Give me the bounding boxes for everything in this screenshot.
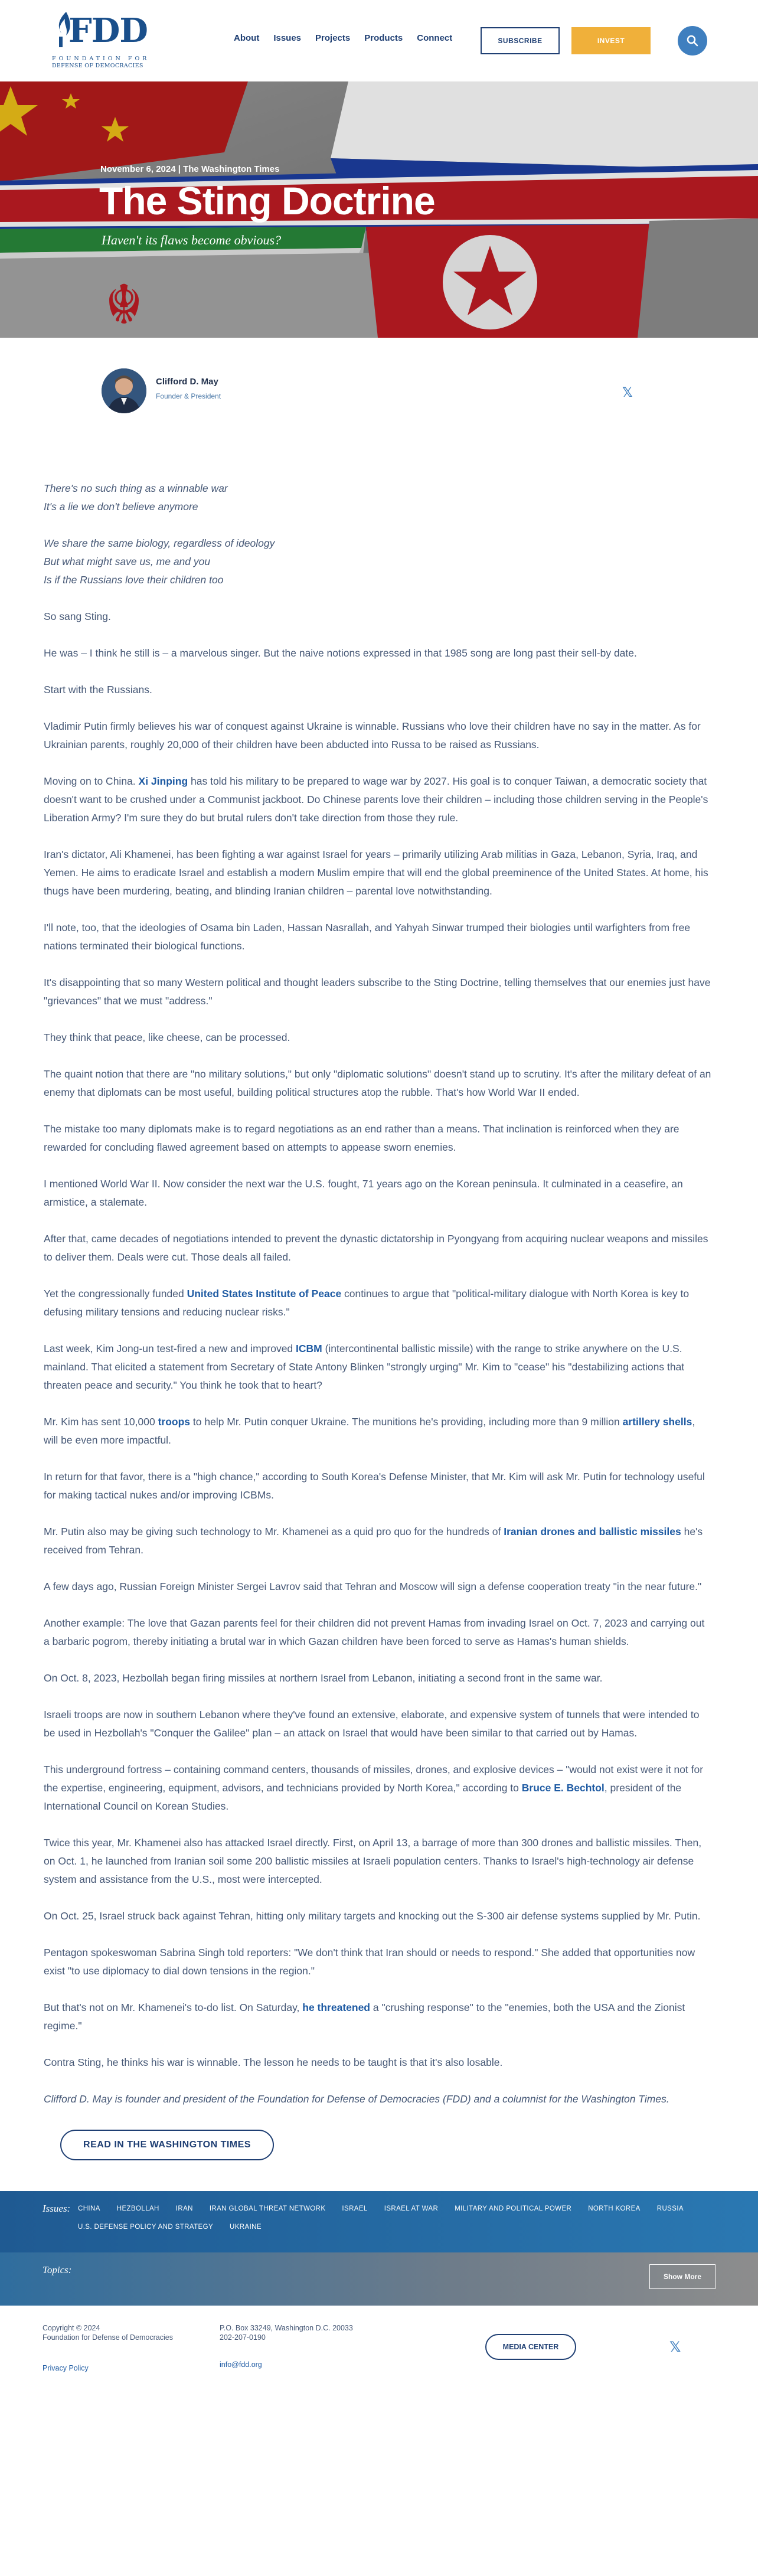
link-usip[interactable]: United States Institute of Peace [187,1288,342,1300]
paragraph-threat [44,1999,712,2035]
article-dateline: November 6, 2024 | The Washington Times [100,164,280,174]
paragraph: Twice this year, Mr. Khamenei also has attacked Israel directly. First, on April 13, a barrage of more than 300 drones and ballistic missiles. Then, on Oct. 1, he launched from Iranian soil some 200 ballistic missiles at Israeli population centers. Thanks to Israel's high-technology air defense system and assistance from the U.S., most were intercepted. [44,1837,702,1885]
logo-tagline [52,55,149,70]
paragraph-bechtol [44,1761,712,1816]
issue-tag[interactable]: CHINA [78,2205,100,2212]
issue-tag[interactable]: UKRAINE [230,2224,262,2231]
link-icbm[interactable]: ICBM [296,1343,322,1354]
email-link[interactable]: info@fdd.org [220,2360,262,2369]
paragraph: Start with the Russians. [44,684,152,696]
text: Last week, Kim Jong-un test-fired a new and improved [44,1343,296,1354]
topics-band [0,2252,758,2306]
logo-tagline-line-1: FOUNDATION FOR [52,55,150,62]
nav-projects[interactable]: Projects [315,33,351,43]
issues-row-2 [78,2224,262,2231]
paragraph: He was – I think he still is – a marvelous singer. But the naive notions expressed in that 1985 song are long past their sell-by date. [44,647,637,659]
lyric-stanza-2 [44,534,712,589]
paragraph: In return for that favor, there is a "high chance," according to South Korea's Defense Minister, that Mr. Kim will ask Mr. Putin for technology useful for making tactical nukes and/or improving ICBMs. [44,1471,705,1501]
footer-copyright-block [43,2323,173,2373]
lyric-line: We share the same biology, regardless of ideology [44,537,275,549]
lyric-line: Is if the Russians love their children too [44,574,224,586]
text: But that's not on Mr. Khamenei's to-do list. On Saturday, [44,2002,303,2013]
paragraph: Pentagon spokeswoman Sabrina Singh told reporters: "We don't think that Iran should or needs to respond." She added that opportunities now exist "to use diplomacy to dial down tensions in the region." [44,1947,695,1977]
lyric-stanza-1 [44,479,712,516]
article-dek: Haven't its flaws become obvious? [102,233,282,247]
nav-about[interactable]: About [234,33,260,43]
paragraph: A few days ago, Russian Foreign Minister Sergei Lavrov said that Tehran and Moscow will sign a defense cooperation treaty "in the near future." [44,1581,702,1592]
paragraph-icbm [44,1340,712,1395]
paragraph: So sang Sting. [44,610,111,622]
text: , will be even more impactful. [44,1416,695,1446]
issue-tag[interactable]: HEZBOLLAH [116,2205,159,2212]
author-byline [0,338,758,443]
paragraph: I mentioned World War II. Now consider the next war the U.S. fought, 71 years ago on the Korean peninsula. It culminated in a ceasefire, an armistice, a stalemate. [44,1178,683,1208]
link-bruce-bechtol[interactable]: Bruce E. Bechtol [521,1782,605,1794]
show-more-button[interactable]: Show More [649,2264,715,2289]
x-icon[interactable]: 𝕏 [622,385,633,400]
paragraph-china [44,772,712,827]
paragraph: Another example: The love that Gazan parents feel for their children did not prevent Hamas from invading Israel on Oct. 7, 2023 and carrying out a barbaric pogrom, thereby initiating a brutal war in which Gazan children have been forced to serve as Hamas's human shields. [44,1617,705,1647]
text: he's received from Tehran. [44,1526,703,1556]
paragraph: Israeli troops are now in southern Lebanon where they've found an extensive, elaborate, and expensive system of tunnels that were intended to be used in Hezbollah's "Conquer the Galilee" plan – an attack on Israel that would have been similar to that carried out by Hamas. [44,1709,700,1739]
author-name[interactable]: Clifford D. May [156,377,218,387]
issue-tag[interactable]: RUSSIA [656,2205,684,2212]
issues-band [0,2191,758,2252]
text: to help Mr. Putin conquer Ukraine. The munitions he's providing, including more than 9 million [190,1416,623,1428]
issue-tag[interactable]: ISRAEL AT WAR [384,2205,439,2212]
text: continues to argue that "political-military dialogue with North Korea is key to defusing military tensions and reducing nuclear risks." [44,1288,690,1318]
text: Moving on to China. [44,775,139,787]
paragraph: On Oct. 25, Israel struck back against Tehran, hitting only military targets and knocking out the S-300 air defense systems supplied by Mr. Putin. [44,1910,701,1922]
paragraph: On Oct. 8, 2023, Hezbollah began firing missiles at northern Israel from Lebanon, initiating a second front in the same war. [44,1672,603,1684]
nav-products[interactable]: Products [364,33,403,43]
media-center-button[interactable]: MEDIA CENTER [485,2334,576,2360]
paragraph: After that, came decades of negotiations intended to prevent the dynastic dictatorship in Pyongyang from acquiring nuclear weapons and missiles to deliver them. Deals were cut. Those deals all failed. [44,1233,708,1263]
topics-label: Topics: [43,2264,72,2275]
site-footer [0,2306,758,2385]
text: a "crushing response" to the "enemies, both the USA and the Zionist regime." [44,2002,685,2032]
nav-connect[interactable]: Connect [417,33,453,43]
text: Mr. Putin also may be giving such technology to Mr. Khamenei as a quid pro quo for the hundreds of [44,1526,504,1537]
link-artillery-shells[interactable]: artillery shells [622,1416,692,1428]
invest-button[interactable]: INVEST [571,27,651,54]
subscribe-button[interactable]: SUBSCRIBE [481,27,560,54]
lyric-line: There's no such thing as a winnable war [44,482,228,494]
address: P.O. Box 33249, Washington D.C. 20033 [220,2324,353,2332]
link-iranian-drones[interactable]: Iranian drones and ballistic missiles [504,1526,681,1537]
article-title: The Sting Doctrine [99,179,435,223]
lyric-line: It's a lie we don't believe anymore [44,501,198,512]
text: has told his military to be prepared to wage war by 2027. His goal is to conquer Taiwan, a democratic society that doesn't want to be crushed under a Communist jackboot. Do Chinese parents love their children – including those children serving in the People's Liberation Army? I'm sure they do but brutal rulers don't take direction from those they rule. [44,775,708,824]
paragraph: Contra Sting, he thinks his war is winnable. The lesson he needs to be taught is that it's also losable. [44,2056,503,2068]
fdd-logo[interactable] [48,11,172,73]
nav-issues[interactable]: Issues [273,33,302,43]
issue-tag[interactable]: IRAN [175,2205,193,2212]
issue-tag[interactable]: NORTH KOREA [588,2205,641,2212]
author-photo [102,368,146,413]
lyric-line: But what might save us, me and you [44,556,211,567]
text: (intercontinental ballistic missile) with the range to strike anywhere on the U.S. mainland. That elicited a statement from Secretary of State Antony Blinken "strongly urging" Mr. Kim to "cease" his "destabilizing actions that threaten peace and security." You think he took that to heart? [44,1343,685,1391]
paragraph-usip [44,1285,712,1321]
text: , president of the International Council on Korean Studies. [44,1782,682,1812]
article-body [0,443,758,2108]
issues-label: Issues: [43,2203,71,2214]
spacer [44,443,712,479]
paragraph-troops [44,1413,712,1449]
copyright: Copyright © 2024 [43,2324,100,2332]
issue-tag[interactable]: MILITARY AND POLITICAL POWER [455,2205,572,2212]
phone: 202-207-0190 [220,2333,266,2342]
svg-text:☬: ☬ [104,273,143,337]
paragraph: They think that peace, like cheese, can be processed. [44,1031,290,1043]
hero-banner [0,81,758,338]
paragraph: The quaint notion that there are "no military solutions," but only "diplomatic solutions" doesn't stand up to scrutiny. It's after the military defeat of an enemy that diplomats can be most useful, building political structures atop the rubble. That's how World War II ended. [44,1068,711,1098]
search-button[interactable] [678,26,707,55]
text: This underground fortress – containing command centers, thousands of missiles, drones, and explosive devices – "would not exist were it not for the expertise, engineering, equipment, advisors, and technicians provided by North Korea," according to [44,1764,704,1794]
paragraph: Vladimir Putin firmly believes his war of conquest against Ukraine is winnable. Russians who love their children have no say in the matter. As for Ukrainian parents, roughly 20,000 of their children have been abducted into Russa to be raised as Russians. [44,720,701,750]
issue-tag[interactable]: ISRAEL [342,2205,368,2212]
x-icon[interactable]: 𝕏 [669,2339,681,2355]
paragraph-drones [44,1523,712,1559]
search-icon [687,35,698,47]
paragraph: The mistake too many diplomats make is to regard negotiations as an end rather than a means. That inclination is reinforced when they are rewarded for concluding flawed agreement based on attempts to appease sworn enemies. [44,1123,679,1153]
issues-row-1 [78,2205,684,2212]
issue-tag[interactable]: IRAN GLOBAL THREAT NETWORK [209,2205,326,2212]
text: Yet the congressionally funded [44,1288,187,1300]
logo-text: FDD [68,11,148,50]
logo-tagline-line-2: DEFENSE OF DEMOCRACIES [52,63,143,69]
main-nav [234,33,452,43]
paragraph: Iran's dictator, Ali Khamenei, has been fighting a war against Israel for years – primarily utilizing Arab militias in Gaza, Lebanon, Syria, Iraq, and Yemen. He aims to eradicate Israel and establish a modern Muslim empire that will end the global preeminence of the United States. At home, his thugs have been murdering, beating, and blinding Iranian children – parental love notwithstanding. [44,848,708,897]
org-name: Foundation for Defense of Democracies [43,2333,173,2342]
author-role: Founder & President [156,392,221,400]
link-he-threatened[interactable]: he threatened [302,2002,370,2013]
text: Mr. Kim has sent 10,000 [44,1416,158,1428]
author-avatar[interactable] [102,368,146,413]
privacy-policy-link[interactable]: Privacy Policy [43,2364,89,2372]
footer-contact-block [220,2323,353,2369]
link-troops[interactable]: troops [158,1416,191,1428]
paragraph: It's disappointing that so many Western political and thought leaders subscribe to the Sting Doctrine, telling themselves that our enemies just have "grievances" that we must "address." [44,977,711,1007]
site-header [0,0,758,81]
read-in-washington-times-button[interactable]: READ IN THE WASHINGTON TIMES [60,2130,274,2160]
link-xi-jinping[interactable]: Xi Jinping [138,775,188,787]
paragraph: I'll note, too, that the ideologies of Osama bin Laden, Hassan Nasrallah, and Yahyah Sinwar trumped their biologies until warfighters from free nations terminated their biological functions. [44,922,691,952]
author-tagline: Clifford D. May is founder and president of the Foundation for Defense of Democracies (FDD) and a columnist for the Washington Times. [44,2093,669,2105]
issue-tag[interactable]: U.S. DEFENSE POLICY AND STRATEGY [78,2224,214,2231]
